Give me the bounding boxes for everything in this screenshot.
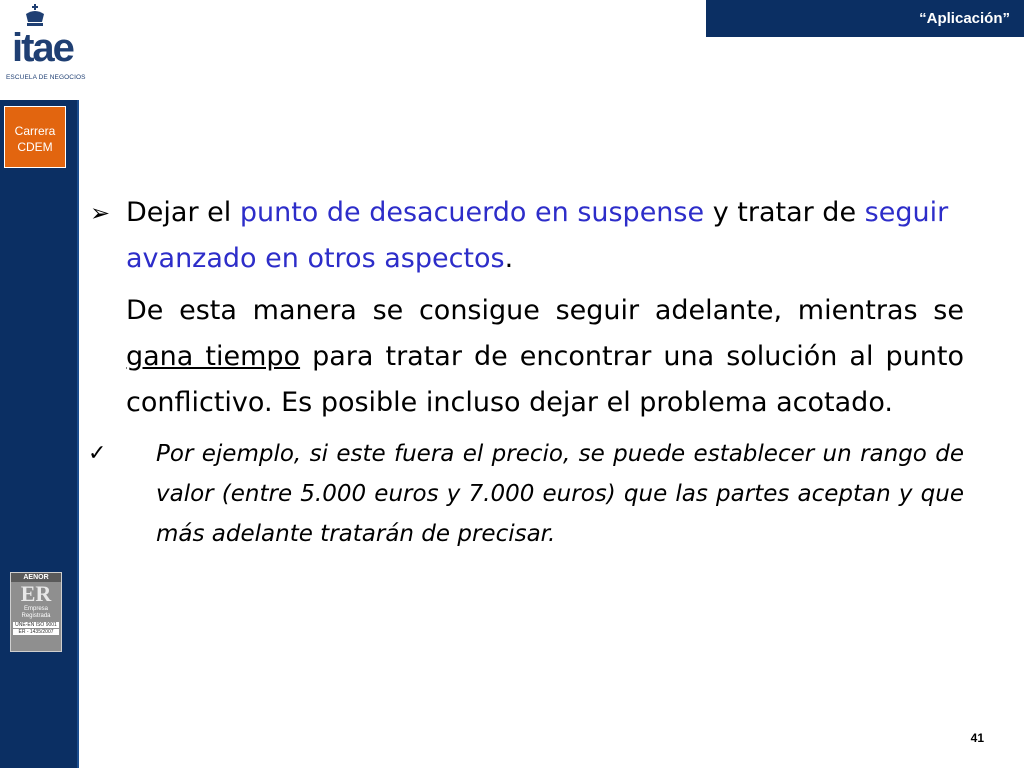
cert-line2: Registrada (21, 613, 51, 619)
slide-content (88, 190, 964, 554)
bullet-highlight-2: seguir avanzado en otros aspectos (126, 197, 949, 274)
example-text: Por ejemplo, si este fuera el precio, se puede establecer un rango de valor (entre 5.000 euros y 7.000 euros) que las partes aceptan y que más adelante tratarán de precisar. (156, 441, 964, 547)
bullet-text-1: Dejar el (126, 197, 240, 228)
explanation-paragraph (88, 288, 964, 426)
example-item (88, 434, 964, 554)
cert-number: ER - 1435/2007 (13, 629, 59, 635)
bullet-text-3: . (504, 243, 514, 274)
cert-brand: AENOR (11, 573, 61, 582)
para-text-1: De esta manera se consigue seguir adelante, mientras se (126, 295, 964, 326)
menu-button-carrera-cdem[interactable] (4, 106, 66, 168)
menu-line1: Carrera (14, 124, 56, 138)
sidebar-divider (77, 100, 79, 768)
bullet-text-2: y tratar de (704, 197, 865, 228)
logo-wordmark: itae (12, 26, 73, 70)
aenor-certification-badge (10, 572, 62, 652)
para-underline: gana tiempo (126, 341, 301, 372)
section-title: “Aplicación” (919, 10, 1010, 27)
cert-standard: UNE-EN ISO 9001 (13, 622, 59, 628)
para-text-2: para tratar de encontrar una solución al punto conflictivo. Es posible incluso dejar el problema acotado. (126, 341, 964, 418)
bullet-item (88, 190, 964, 282)
logo-subtitle: ESCUELA DE NEGOCIOS (6, 74, 86, 81)
arrow-bullet-icon: ➢ (90, 199, 111, 227)
logo (0, 0, 90, 100)
bullet-highlight-1: punto de desacuerdo en suspense (239, 197, 705, 228)
menu-line2: CDEM (17, 140, 53, 154)
check-icon: ✓ (88, 441, 107, 466)
sidebar (0, 100, 77, 768)
cert-line1: Empresa (23, 606, 48, 612)
cert-mark: ER (20, 581, 52, 606)
page-number: 41 (970, 731, 984, 745)
section-header (706, 0, 1024, 37)
